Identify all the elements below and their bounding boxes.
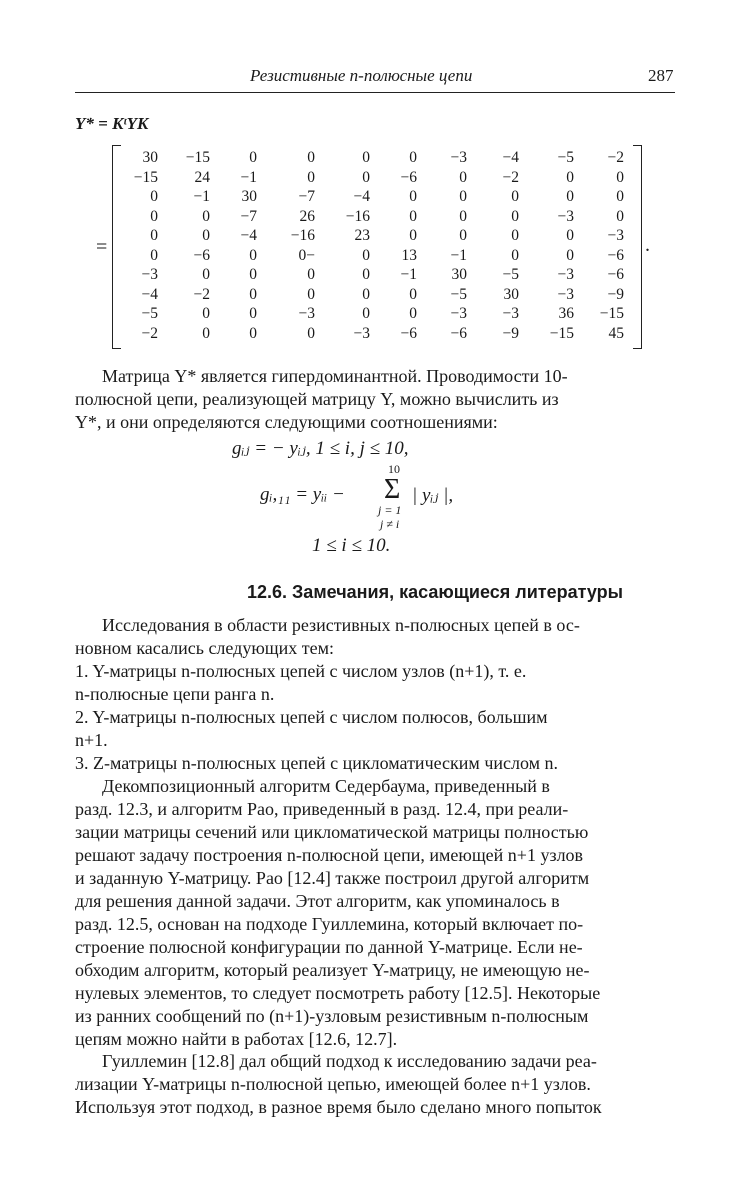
matrix-cell: 30 — [451, 266, 467, 283]
header-divider — [75, 92, 675, 93]
matrix-end-dot: . — [645, 234, 650, 256]
matrix-cell: 0 — [511, 246, 519, 264]
sum-sign: Σ — [384, 474, 401, 505]
matrix-cell: −5 — [450, 285, 467, 303]
matrix-cell: −3 — [353, 324, 370, 342]
matrix-cell: −2 — [193, 285, 210, 303]
matrix-cell: 0 — [150, 207, 158, 225]
text-line: из ранних сообщений по (n+1)-узловым резистивным n-полюсным — [75, 1006, 589, 1026]
matrix-cell: −7 — [298, 188, 315, 205]
text-line: Декомпозиционный алгоритм Седербаума, приведенный в — [102, 776, 550, 796]
matrix-cell: 0 — [511, 188, 519, 205]
paragraph-research — [75, 614, 672, 660]
matrix-cell: 0 — [409, 207, 417, 225]
text-line: лизации Y-матрицы n-полюсной цепью, имеющей более n+1 узлов. — [75, 1074, 591, 1094]
matrix-cell: 45 — [608, 324, 624, 342]
matrix-cell: −5 — [502, 266, 519, 283]
sum-lower-limit: j = 1 — [378, 503, 402, 517]
matrix-cell: 0 — [249, 266, 257, 283]
matrix-cell: −3 — [557, 266, 574, 283]
matrix-cell: 0 — [150, 246, 158, 264]
matrix-cell: −4 — [502, 149, 519, 166]
matrix-cell: 0 — [362, 266, 370, 283]
sum-condition: j ≠ i — [380, 517, 400, 531]
matrix-cell: 0 — [616, 188, 624, 205]
matrix-row — [122, 207, 624, 227]
matrix-cell: 0 — [249, 324, 257, 342]
matrix-cell: −4 — [240, 227, 257, 244]
equation-gi11-rhs: | yᵢⱼ |, — [412, 485, 454, 506]
text-line: разд. 12.5, основан на подходе Гуиллемина, который включает по- — [75, 914, 584, 934]
matrix-cell: 0 — [566, 227, 574, 244]
matrix-row — [122, 187, 624, 207]
matrix-cell: −16 — [345, 207, 370, 225]
matrix-cell: 0 — [202, 227, 210, 244]
text-line: разд. 12.3, и алгоритм Рао, приведенный в разд. 12.4, при реали- — [75, 799, 569, 819]
matrix-cell: 0 — [459, 188, 467, 205]
matrix-cell: 0 — [202, 266, 210, 283]
text-line: новном касались следующих тем: — [75, 638, 335, 658]
matrix-cell: 0 — [362, 285, 370, 303]
text-line: Матрица Y* является гипердоминантной. Проводимости 10- — [102, 366, 568, 386]
matrix-cell: 0 — [566, 188, 574, 205]
text-line: полюсной цепи, реализующей матрицу Y, можно вычислить из — [75, 389, 559, 409]
matrix-cell: 0 — [409, 285, 417, 303]
matrix-row — [122, 265, 624, 285]
text-line: строение полюсной конфигурации по данной Y-матрице. Если не- — [75, 937, 583, 957]
list-item-line: 3. Z-матрицы n-полюсных цепей с цикломатическим числом n. — [75, 753, 559, 773]
matrix-right-bracket — [633, 145, 642, 349]
matrix-cell: 0 — [362, 246, 370, 264]
matrix-cell: 24 — [194, 168, 210, 186]
matrix-cell: −9 — [502, 324, 519, 342]
text-line: решают задачу построения n-полюсной цепи, имеющей n+1 узлов — [75, 845, 584, 865]
matrix-cell: −6 — [193, 246, 210, 264]
matrix-cell: 0 — [566, 168, 574, 186]
equation-gi11-lhs: gᵢ,₁₁ = yᵢᵢ − — [260, 484, 345, 505]
matrix-cell: −1 — [193, 188, 210, 205]
matrix-row — [122, 246, 624, 266]
matrix-cell: 0 — [459, 227, 467, 244]
matrix-cell: 0 — [459, 168, 467, 186]
matrix-row — [122, 168, 624, 188]
matrix-row — [122, 285, 624, 305]
text-line: нулевых элементов, то следует посмотреть работу [12.5]. Некоторые — [75, 983, 601, 1003]
page-number: 287 — [648, 66, 674, 85]
matrix-cell: −6 — [400, 324, 417, 342]
matrix-cell: −3 — [607, 227, 624, 244]
matrix-cell: −4 — [353, 188, 370, 205]
matrix-cell: 30 — [142, 149, 158, 166]
matrix-cell: 0 — [409, 149, 417, 166]
matrix-cell: 0 — [409, 227, 417, 244]
text-line: Гуиллемин [12.8] дал общий подход к исследованию задачи реа- — [102, 1051, 597, 1071]
matrix-cell: −3 — [450, 305, 467, 322]
matrix-cell: 0 — [511, 207, 519, 225]
matrix-cell: 0 — [307, 324, 315, 342]
matrix-cell: 0 — [307, 285, 315, 303]
sum-upper-limit: 10 — [388, 462, 400, 476]
matrix-cell: 36 — [558, 305, 574, 322]
matrix-cell: −15 — [599, 305, 624, 322]
topic-list — [75, 660, 672, 775]
matrix-cell: −2 — [141, 324, 158, 342]
matrix-cell: −6 — [400, 168, 417, 186]
matrix-cell: 30 — [503, 285, 519, 303]
text-line: Используя этот подход, в разное время было сделано много попыток — [75, 1097, 602, 1117]
matrix-cell: 26 — [299, 207, 315, 225]
matrix-cell: −1 — [240, 168, 257, 186]
matrix-cell: 0 — [249, 285, 257, 303]
matrix-cell: 0 — [249, 305, 257, 322]
matrix-cell: 0 — [409, 305, 417, 322]
matrix-cell: 0 — [202, 305, 210, 322]
matrix-left-bracket — [112, 145, 121, 349]
matrix-cell: −3 — [141, 266, 158, 283]
matrix-cell: 0 — [202, 207, 210, 225]
matrix-equals-sign: = — [96, 236, 108, 258]
matrix-row — [122, 304, 624, 324]
matrix-cell: 0 — [307, 149, 315, 166]
matrix-cell: −7 — [240, 207, 257, 225]
matrix-cell: −15 — [133, 168, 158, 186]
matrix-cell: 23 — [354, 227, 370, 244]
paragraph-algorithms — [75, 775, 672, 1051]
matrix-cell: −3 — [502, 305, 519, 322]
matrix-cell: 0 — [616, 207, 624, 225]
matrix-cell: −6 — [607, 266, 624, 283]
matrix-cell: −6 — [450, 324, 467, 342]
matrix-cell: 0 — [616, 168, 624, 186]
section-title: 12.6. Замечания, касающиеся литературы — [247, 582, 624, 602]
matrix-cell: 0 — [362, 168, 370, 186]
matrix-cell: −1 — [450, 246, 467, 264]
matrix-cell: 0 — [307, 266, 315, 283]
text-line: и заданную Y-матрицу. Рао [12.4] также построил другой алгоритм — [75, 868, 590, 888]
matrix-row — [122, 148, 624, 168]
matrix-cell: 0 — [150, 188, 158, 205]
text-line: для решения данной задачи. Этот алгоритм, как упоминалось в — [75, 891, 560, 911]
matrix-cell: 0− — [298, 246, 315, 264]
matrix-row — [122, 226, 624, 246]
text-line: обходим алгоритм, который реализует Y-матрицу, не имеющую не- — [75, 960, 590, 980]
matrix-cell: 0 — [307, 168, 315, 186]
matrix-cell: 0 — [362, 305, 370, 322]
running-header-title: Резистивные n-полюсные цепи — [250, 66, 473, 85]
matrix-cell: 0 — [459, 207, 467, 225]
matrix-cell: 0 — [409, 188, 417, 205]
matrix-cell: 0 — [511, 227, 519, 244]
paragraph-ystar — [75, 365, 672, 434]
matrix-table — [122, 148, 624, 343]
matrix-cell: −6 — [607, 246, 624, 264]
matrix-cell: 0 — [566, 246, 574, 264]
matrix-cell: −15 — [549, 324, 574, 342]
text-line: Исследования в области резистивных n-полюсных цепей в ос- — [102, 615, 580, 635]
matrix-cell: −2 — [607, 149, 624, 166]
matrix-cell: −1 — [400, 266, 417, 283]
matrix-cell: 0 — [249, 246, 257, 264]
matrix-cell: 0 — [202, 324, 210, 342]
text-line: зации матрицы сечений или цикломатической матрицы полностью — [75, 822, 589, 842]
matrix-cell: −3 — [557, 285, 574, 303]
list-item-line: n-полюсные цепи ранга n. — [75, 684, 275, 704]
matrix-cell: −3 — [557, 207, 574, 225]
matrix-cell: −5 — [141, 305, 158, 322]
matrix-cell: −15 — [185, 149, 210, 166]
matrix-cell: 0 — [150, 227, 158, 244]
matrix-cell: 0 — [362, 149, 370, 166]
matrix-cell: 30 — [241, 188, 257, 205]
matrix-cell: −2 — [502, 168, 519, 186]
matrix-cell: −9 — [607, 285, 624, 303]
matrix-cell: −5 — [557, 149, 574, 166]
matrix-cell: −3 — [450, 149, 467, 166]
text-line: цепям можно найти в работах [12.6, 12.7]. — [75, 1029, 398, 1049]
paragraph-guillemin — [75, 1050, 672, 1119]
matrix-cell: −3 — [298, 305, 315, 322]
text-line: Y*, и они определяются следующими соотношениями: — [75, 412, 498, 432]
equation-range: 1 ≤ i ≤ 10. — [312, 535, 391, 556]
formula-ystar: Y* = KᵗYK — [75, 114, 149, 133]
list-item-line: 1. Y-матрицы n-полюсных цепей с числом узлов (n+1), т. е. — [75, 661, 527, 681]
equation-gij: gᵢⱼ = − yᵢⱼ, 1 ≤ i, j ≤ 10, — [232, 438, 409, 459]
matrix-cell: −4 — [141, 285, 158, 303]
matrix-cell: 13 — [401, 246, 417, 264]
matrix-cell: −16 — [290, 227, 315, 244]
list-item-line: n+1. — [75, 730, 108, 750]
matrix-row — [122, 324, 624, 344]
list-item-line: 2. Y-матрицы n-полюсных цепей с числом полюсов, большим — [75, 707, 548, 727]
matrix-cell: 0 — [249, 149, 257, 166]
